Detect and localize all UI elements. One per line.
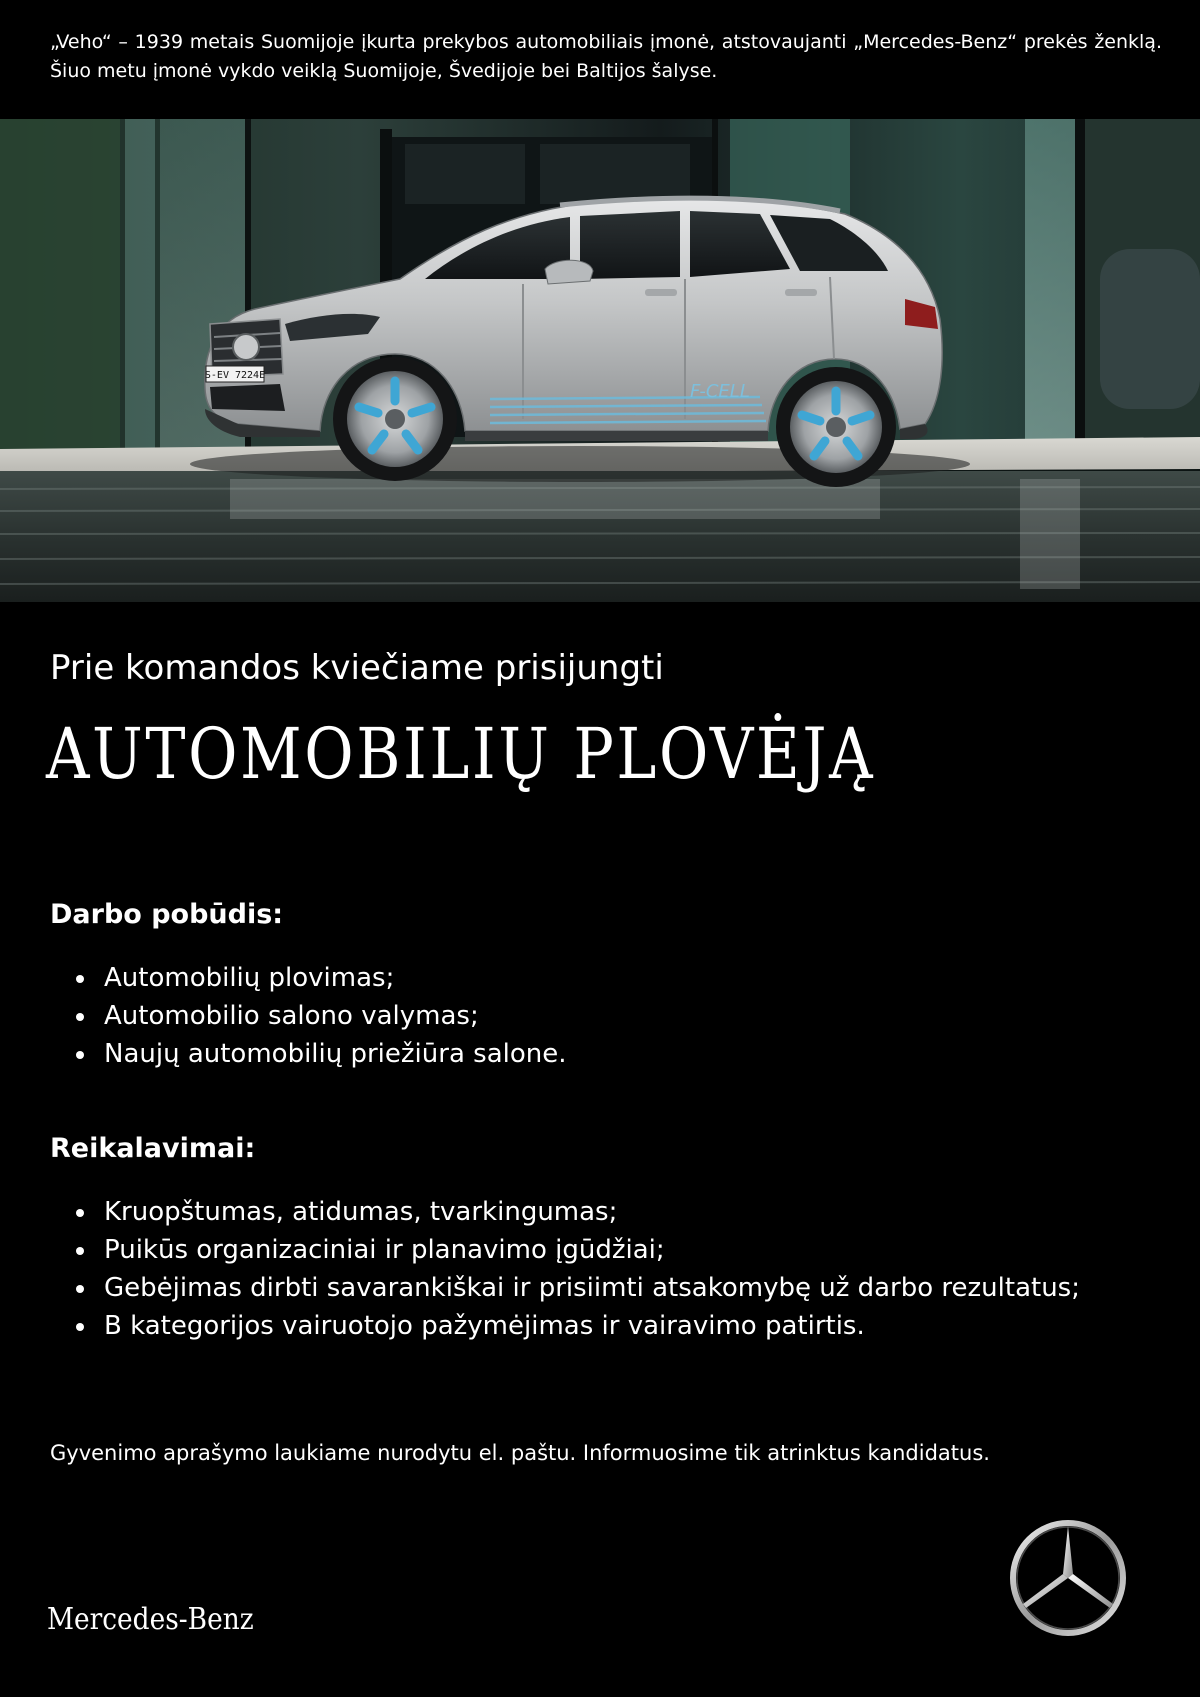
brand-wordmark: Mercedes-Benz xyxy=(47,1602,254,1637)
rear-wheel xyxy=(776,367,896,487)
license-plate-text: S-EV 7224E xyxy=(204,370,266,381)
requirements-list xyxy=(50,1193,1080,1345)
mercedes-star-icon xyxy=(1008,1518,1128,1638)
front-wheel xyxy=(333,357,457,481)
list-item: B kategorijos vairuotojo pažymėjimas ir vairavimo patirtis. xyxy=(50,1307,1080,1345)
requirements-heading: Reikalavimai: xyxy=(50,1133,256,1164)
invitation-subtitle: Prie komandos kviečiame prisijungti xyxy=(50,648,664,688)
list-item: Gebėjimas dirbti savarankiškai ir prisiimti atsakomybę už darbo rezultatus; xyxy=(50,1269,1080,1307)
side-badge-text: F-CELL xyxy=(690,381,750,402)
list-item: Automobilių plovimas; xyxy=(50,959,567,997)
duties-list xyxy=(50,959,567,1073)
company-intro: „Veho“ – 1939 metais Suomijoje įkurta prekybos automobiliais įmonė, atstovaujanti „Mercedes-Benz“ prekės ženklą. Šiuo metu įmonė vykdo veiklą Suomijoje, Švedijoje bei Baltijos šalyse. xyxy=(50,31,1162,82)
list-item: Kruopštumas, atidumas, tvarkingumas; xyxy=(50,1193,1080,1231)
list-item: Naujų automobilių priežiūra salone. xyxy=(50,1035,567,1073)
job-title: AUTOMOBILIŲ PLOVĖJĄ xyxy=(46,713,876,795)
list-item: Automobilio salono valymas; xyxy=(50,997,567,1035)
duties-heading: Darbo pobūdis: xyxy=(50,899,284,930)
list-item: Puikūs organizaciniai ir planavimo įgūdžiai; xyxy=(50,1231,1080,1269)
application-note: Gyvenimo aprašymo laukiame nurodytu el. paštu. Informuosime tik atrinktus kandidatus. xyxy=(50,1441,990,1465)
hero-car-photo xyxy=(0,119,1200,602)
